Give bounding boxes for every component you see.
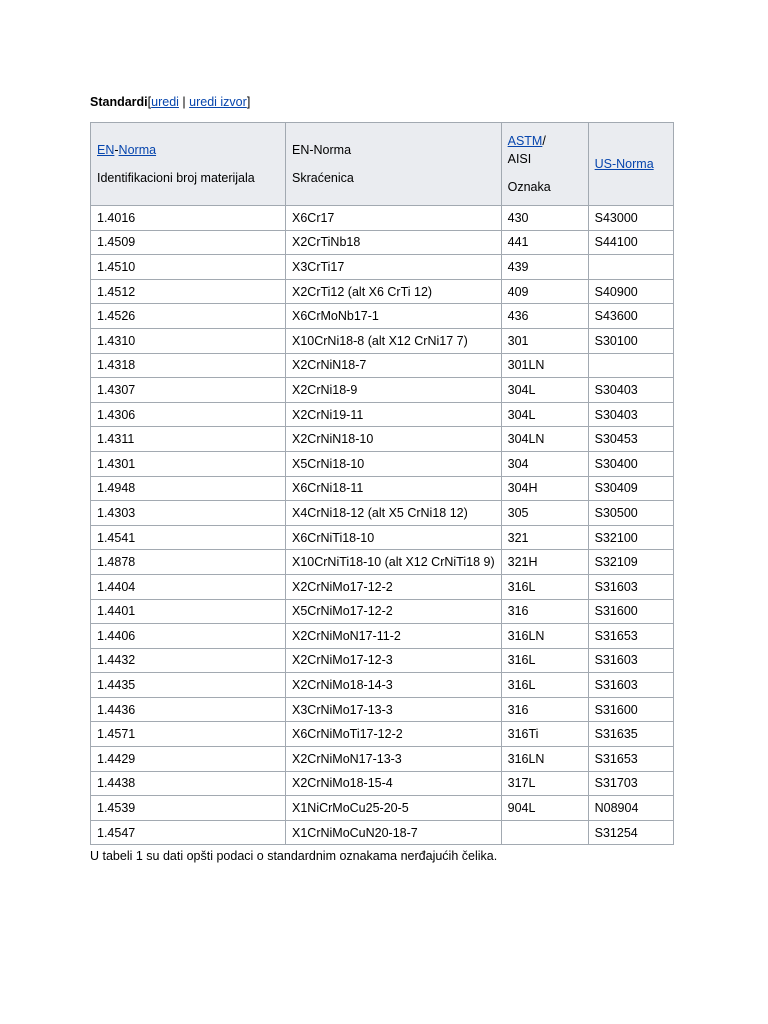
- edit-source-link[interactable]: uredi izvor: [189, 95, 247, 109]
- astm-aisi-cell: 316Ti: [501, 722, 588, 747]
- material-number-cell: 1.4547: [91, 820, 286, 845]
- us-norma-cell: S43600: [588, 304, 673, 329]
- abbreviation-cell: X2CrNiMo17-12-2: [286, 574, 502, 599]
- astm-aisi-cell: 304L: [501, 378, 588, 403]
- astm-aisi-cell: 301: [501, 328, 588, 353]
- us-norma-cell: N08904: [588, 796, 673, 821]
- material-number-cell: 1.4878: [91, 550, 286, 575]
- astm-aisi-cell: 316: [501, 599, 588, 624]
- us-norma-cell: S30453: [588, 427, 673, 452]
- us-norma-cell: S30400: [588, 451, 673, 476]
- astm-aisi-cell: 301LN: [501, 353, 588, 378]
- astm-aisi-cell: 316L: [501, 574, 588, 599]
- table-row: [91, 525, 674, 550]
- astm-aisi-cell: [501, 820, 588, 845]
- table-row: [91, 771, 674, 796]
- section-title: Standardi: [90, 95, 148, 109]
- material-number-cell: 1.4401: [91, 599, 286, 624]
- us-norma-cell: S31254: [588, 820, 673, 845]
- material-number-cell: 1.4571: [91, 722, 286, 747]
- astm-aisi-cell: 304LN: [501, 427, 588, 452]
- table-row: [91, 353, 674, 378]
- material-number-cell: 1.4512: [91, 279, 286, 304]
- table-header-row: [91, 123, 674, 206]
- material-number-cell: 1.4016: [91, 206, 286, 231]
- astm-aisi-cell: 316L: [501, 648, 588, 673]
- abbreviation-cell: X6CrNi18-11: [286, 476, 502, 501]
- edit-link[interactable]: uredi: [151, 95, 179, 109]
- header-astm-aisi: ASTM/ AISI Oznaka: [501, 123, 588, 206]
- astm-aisi-cell: 321: [501, 525, 588, 550]
- table-row: [91, 820, 674, 845]
- table-row: [91, 427, 674, 452]
- us-norma-cell: S30500: [588, 501, 673, 526]
- material-number-cell: 1.4432: [91, 648, 286, 673]
- table-row: [91, 328, 674, 353]
- us-norma-cell: S31603: [588, 648, 673, 673]
- astm-aisi-cell: 439: [501, 255, 588, 280]
- table-row: [91, 722, 674, 747]
- abbreviation-cell: X2CrNi19-11: [286, 402, 502, 427]
- table-row: [91, 230, 674, 255]
- abbreviation-cell: X5CrNi18-10: [286, 451, 502, 476]
- us-norma-cell: [588, 353, 673, 378]
- abbreviation-cell: X2CrNiMo18-15-4: [286, 771, 502, 796]
- table-row: [91, 476, 674, 501]
- header-en-norma-abbr: EN-Norma Skraćenica: [286, 123, 502, 206]
- material-number-cell: 1.4510: [91, 255, 286, 280]
- abbreviation-cell: X2CrNiN18-7: [286, 353, 502, 378]
- table-row: [91, 451, 674, 476]
- material-number-cell: 1.4318: [91, 353, 286, 378]
- us-norma-cell: S30409: [588, 476, 673, 501]
- us-norma-cell: S31600: [588, 697, 673, 722]
- table-row: [91, 501, 674, 526]
- abbreviation-cell: X3CrTi17: [286, 255, 502, 280]
- abbreviation-cell: X1CrNiMoCuN20-18-7: [286, 820, 502, 845]
- material-number-cell: 1.4948: [91, 476, 286, 501]
- us-norma-cell: S31635: [588, 722, 673, 747]
- material-number-cell: 1.4306: [91, 402, 286, 427]
- table-body: [91, 206, 674, 845]
- table-row: [91, 574, 674, 599]
- material-number-cell: 1.4539: [91, 796, 286, 821]
- abbreviation-cell: X2CrNiMoN17-13-3: [286, 747, 502, 772]
- material-number-cell: 1.4435: [91, 673, 286, 698]
- us-norma-link[interactable]: US-Norma: [594, 157, 654, 171]
- us-norma-cell: S31600: [588, 599, 673, 624]
- material-number-cell: 1.4438: [91, 771, 286, 796]
- document-page: [90, 92, 690, 863]
- abbreviation-cell: X2CrTiNb18: [286, 230, 502, 255]
- table-row: [91, 304, 674, 329]
- astm-aisi-cell: 316L: [501, 673, 588, 698]
- material-number-cell: 1.4404: [91, 574, 286, 599]
- astm-aisi-cell: 436: [501, 304, 588, 329]
- astm-aisi-cell: 316LN: [501, 747, 588, 772]
- us-norma-cell: S32109: [588, 550, 673, 575]
- material-number-cell: 1.4526: [91, 304, 286, 329]
- astm-aisi-cell: 317L: [501, 771, 588, 796]
- astm-aisi-cell: 316: [501, 697, 588, 722]
- us-norma-cell: S40900: [588, 279, 673, 304]
- norma-link[interactable]: Norma: [118, 143, 157, 157]
- abbreviation-cell: X10CrNi18-8 (alt X12 CrNi17 7): [286, 328, 502, 353]
- header-en-norma-id: EN-Norma Identifikacioni broj materijala: [91, 123, 286, 206]
- us-norma-cell: S31603: [588, 574, 673, 599]
- us-norma-cell: S31653: [588, 624, 673, 649]
- abbreviation-cell: X2CrNiN18-10: [286, 427, 502, 452]
- table-row: [91, 624, 674, 649]
- material-number-cell: 1.4301: [91, 451, 286, 476]
- astm-link[interactable]: ASTM: [507, 134, 543, 148]
- us-norma-cell: S31703: [588, 771, 673, 796]
- us-norma-cell: S30403: [588, 378, 673, 403]
- astm-aisi-cell: 430: [501, 206, 588, 231]
- table-row: [91, 796, 674, 821]
- table-row: [91, 550, 674, 575]
- en-link[interactable]: EN: [97, 143, 115, 157]
- astm-aisi-cell: 321H: [501, 550, 588, 575]
- material-number-cell: 1.4509: [91, 230, 286, 255]
- astm-aisi-cell: 304: [501, 451, 588, 476]
- abbreviation-cell: X6CrNiTi18-10: [286, 525, 502, 550]
- table-row: [91, 599, 674, 624]
- astm-aisi-cell: 304L: [501, 402, 588, 427]
- table-row: [91, 402, 674, 427]
- us-norma-cell: S43000: [588, 206, 673, 231]
- header-us-norma: [588, 123, 673, 206]
- abbreviation-cell: X4CrNi18-12 (alt X5 CrNi18 12): [286, 501, 502, 526]
- abbreviation-cell: X2CrTi12 (alt X6 CrTi 12): [286, 279, 502, 304]
- astm-aisi-cell: 904L: [501, 796, 588, 821]
- abbreviation-cell: X5CrNiMo17-12-2: [286, 599, 502, 624]
- us-norma-cell: S32100: [588, 525, 673, 550]
- material-number-cell: 1.4429: [91, 747, 286, 772]
- abbreviation-cell: X6Cr17: [286, 206, 502, 231]
- material-number-cell: 1.4406: [91, 624, 286, 649]
- table-row: [91, 697, 674, 722]
- us-norma-cell: [588, 255, 673, 280]
- abbreviation-cell: X2CrNi18-9: [286, 378, 502, 403]
- us-norma-cell: S30100: [588, 328, 673, 353]
- us-norma-cell: S31603: [588, 673, 673, 698]
- section-heading: Standardi[uredi | uredi izvor]: [90, 95, 251, 109]
- table-row: [91, 673, 674, 698]
- table-row: [91, 648, 674, 673]
- standards-table: [90, 122, 674, 845]
- table-row: [91, 747, 674, 772]
- us-norma-cell: S44100: [588, 230, 673, 255]
- abbreviation-cell: X10CrNiTi18-10 (alt X12 CrNiTi18 9): [286, 550, 502, 575]
- material-number-cell: 1.4436: [91, 697, 286, 722]
- material-number-cell: 1.4307: [91, 378, 286, 403]
- astm-aisi-cell: 316LN: [501, 624, 588, 649]
- astm-aisi-cell: 441: [501, 230, 588, 255]
- material-number-cell: 1.4303: [91, 501, 286, 526]
- us-norma-cell: S31653: [588, 747, 673, 772]
- table-row: [91, 255, 674, 280]
- table-row: [91, 206, 674, 231]
- table-row: [91, 378, 674, 403]
- astm-aisi-cell: 304H: [501, 476, 588, 501]
- abbreviation-cell: X1NiCrMoCu25-20-5: [286, 796, 502, 821]
- material-number-cell: 1.4310: [91, 328, 286, 353]
- material-number-cell: 1.4541: [91, 525, 286, 550]
- table-caption: U tabeli 1 su dati opšti podaci o standardnim oznakama nerđajućih čelika.: [90, 849, 498, 864]
- table-row: [91, 279, 674, 304]
- abbreviation-cell: X2CrNiMoN17-11-2: [286, 624, 502, 649]
- us-norma-cell: S30403: [588, 402, 673, 427]
- abbreviation-cell: X2CrNiMo17-12-3: [286, 648, 502, 673]
- abbreviation-cell: X6CrMoNb17-1: [286, 304, 502, 329]
- abbreviation-cell: X3CrNiMo17-13-3: [286, 697, 502, 722]
- material-number-cell: 1.4311: [91, 427, 286, 452]
- abbreviation-cell: X2CrNiMo18-14-3: [286, 673, 502, 698]
- astm-aisi-cell: 305: [501, 501, 588, 526]
- astm-aisi-cell: 409: [501, 279, 588, 304]
- abbreviation-cell: X6CrNiMoTi17-12-2: [286, 722, 502, 747]
